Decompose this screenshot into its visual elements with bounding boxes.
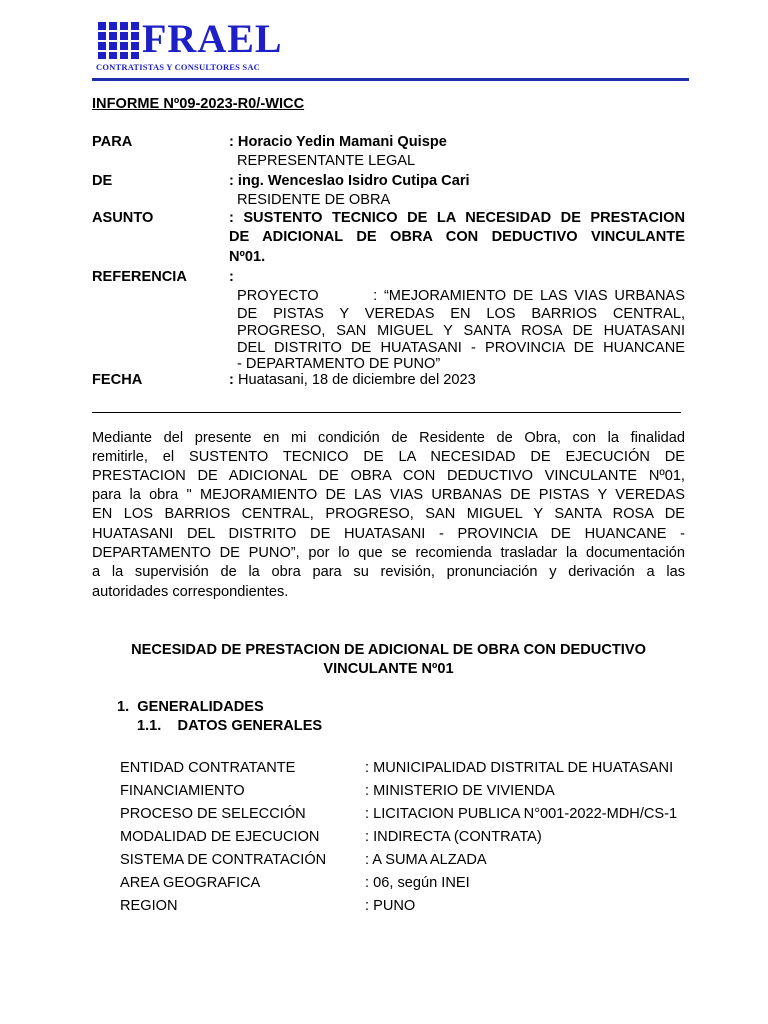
general-data-label: PROCESO DE SELECCIÓN bbox=[120, 806, 306, 822]
body-line: PRESTACION DE ADICIONAL DE OBRA CON DEDUCTIVO VINCULANTE Nº01, bbox=[92, 468, 685, 484]
brand-name: FRAEL bbox=[142, 16, 283, 61]
subject-line: DE ADICIONAL DE OBRA CON DEDUCTIVO VINCULANTE bbox=[229, 229, 685, 245]
body-line: EN LOS BARRIOS CENTRAL, PROGRESO, SAN MIGUEL Y SANTA ROSA DE bbox=[92, 506, 685, 522]
header-divider bbox=[92, 78, 689, 81]
section-title: VINCULANTE Nº01 bbox=[323, 661, 454, 677]
subject-line: : SUSTENTO TECNICO DE LA NECESIDAD DE PRESTACION bbox=[229, 210, 685, 226]
section-title: NECESIDAD DE PRESTACION DE ADICIONAL DE OBRA CON DEDUCTIVO bbox=[131, 642, 646, 658]
reference-project-line: - DEPARTAMENTO DE PUNO” bbox=[237, 356, 441, 372]
general-data-label: AREA GEOGRAFICA bbox=[120, 875, 261, 891]
generalidades-heading: 1. GENERALIDADES bbox=[117, 699, 264, 715]
from-label: DE bbox=[92, 173, 113, 189]
reference-label: REFERENCIA bbox=[92, 269, 187, 285]
general-data-value: : LICITACION PUBLICA N°001-2022-MDH/CS-1 bbox=[365, 806, 678, 822]
to-label: PARA bbox=[92, 134, 133, 150]
reference-project-line: PROYECTO : “MEJORAMIENTO DE LAS VIAS URBANAS bbox=[237, 288, 685, 304]
brand-subtitle: CONTRATISTAS Y CONSULTORES SAC bbox=[96, 62, 261, 72]
body-line: para la obra " MEJORAMIENTO DE LAS VIAS URBANAS DE PISTAS Y VEREDAS bbox=[92, 487, 685, 503]
body-line: Mediante del presente en mi condición de Residente de Obra, con la finalidad bbox=[92, 430, 685, 446]
body-line: a la supervisión de la obra para su revisión, pronunciación y derivación a las bbox=[92, 564, 685, 580]
to-role: REPRESENTANTE LEGAL bbox=[237, 153, 416, 169]
datos-generales-heading: 1.1. DATOS GENERALES bbox=[137, 718, 323, 734]
general-data-label: REGION bbox=[120, 898, 178, 914]
subject-label: ASUNTO bbox=[92, 210, 154, 226]
general-data-label: MODALIDAD DE EJECUCION bbox=[120, 829, 320, 845]
general-data-value: : MINISTERIO DE VIVIENDA bbox=[365, 783, 555, 799]
general-data-value: : MUNICIPALIDAD DISTRITAL DE HUATASANI bbox=[365, 760, 674, 776]
general-data-value: : 06, según INEI bbox=[365, 875, 470, 891]
body-line: HUATASANI DEL DISTRITO DE HUATASANI - PROVINCIA DE HUANCANE - bbox=[92, 526, 685, 542]
reference-colon: : bbox=[229, 269, 234, 285]
reference-project-line: PROGRESO, SAN MIGUEL Y SANTA ROSA DE HUATASANI bbox=[237, 323, 685, 339]
from-role: RESIDENTE DE OBRA bbox=[237, 192, 391, 208]
date-value: Huatasani, 18 de diciembre del 2023 bbox=[238, 372, 476, 388]
general-data-value: : A SUMA ALZADA bbox=[365, 852, 487, 868]
general-data-label: SISTEMA DE CONTRATACIÓN bbox=[120, 852, 327, 868]
body-line: DEPARTAMENTO DE PUNO”, por lo que se recomienda trasladar la documentación bbox=[92, 545, 685, 561]
body-line: autoridades correspondientes. bbox=[92, 584, 289, 600]
to-name: : Horacio Yedin Mamani Quispe bbox=[229, 134, 447, 150]
header-separator-line bbox=[92, 412, 681, 413]
building-logo-icon bbox=[96, 20, 142, 60]
body-line: remitirle, el SUSTENTO TECNICO DE LA NECESIDAD DE EJECUCIÓN DE bbox=[92, 449, 685, 465]
date-label: FECHA bbox=[92, 372, 143, 388]
from-name: : ing. Wenceslao Isidro Cutipa Cari bbox=[229, 173, 470, 189]
reference-project-line: DEL DISTRITO DE HUATASANI - PROVINCIA DE HUANCANE bbox=[237, 340, 685, 356]
general-data-value: : PUNO bbox=[365, 898, 416, 914]
general-data-label: FINANCIAMIENTO bbox=[120, 783, 245, 799]
reference-project-line: DE PISTAS Y VEREDAS EN LOS BARRIOS CENTRAL, bbox=[237, 306, 685, 322]
general-data-value: : INDIRECTA (CONTRATA) bbox=[365, 829, 542, 845]
date-colon: : bbox=[229, 372, 234, 388]
report-number: INFORME Nº09-2023-R0/-WICC bbox=[92, 96, 305, 112]
subject-line: Nº01. bbox=[229, 249, 266, 265]
general-data-label: ENTIDAD CONTRATANTE bbox=[120, 760, 296, 776]
